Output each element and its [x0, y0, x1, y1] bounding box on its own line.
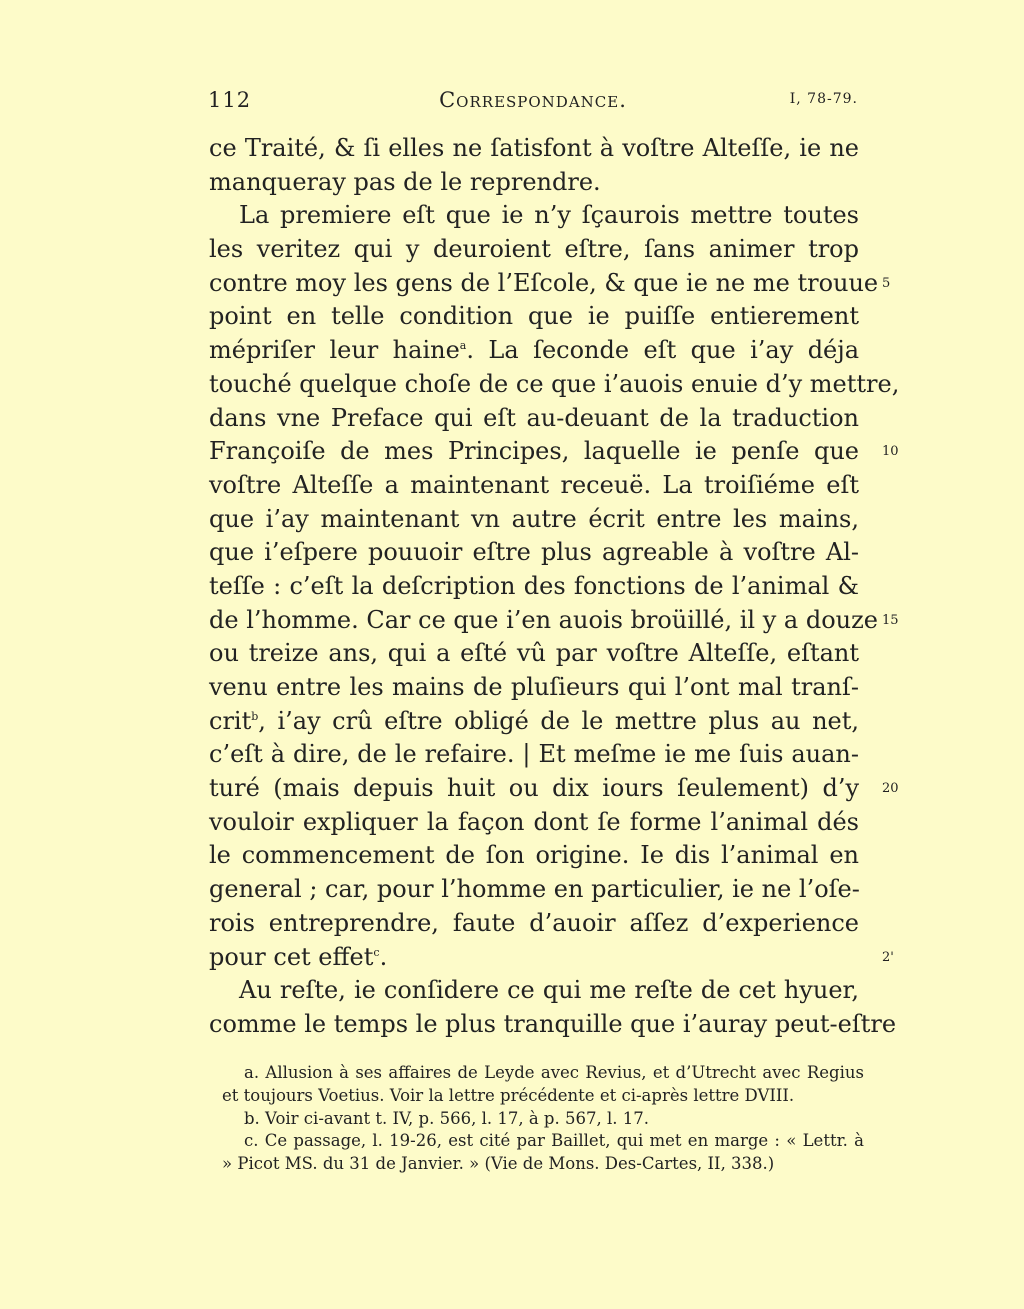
line-text: rois entreprendre, faute d’auoir aſſez d’experience	[209, 908, 859, 937]
line-text: Françoiſe de mes Principes, laquelle ie penſe que	[209, 437, 859, 466]
footnote-line: et toujours Voetius. Voir la lettre précédente et ci-après lettre DVIII.	[222, 1085, 795, 1105]
line-text-continued: . La ſeconde eſt que i’ay déja	[466, 336, 860, 365]
letter-body-text	[209, 132, 900, 1042]
footnote-line: c. Ce passage, l. 19-26, est cité par Baillet, qui met en marge : « Lettr. à	[244, 1131, 864, 1151]
text-line	[209, 233, 859, 267]
text-line	[209, 941, 894, 975]
footnote-line: a. Allusion à ses affaires de Leyde avec Revius, et d’Utrecht avec Regius	[244, 1063, 864, 1082]
text-line	[209, 334, 859, 368]
line-text: vouloir expliquer la façon dont ſe forme l’animal dés	[209, 807, 859, 836]
line-text: La premiere eſt que ie n’y ſçaurois mettre toutes	[239, 201, 859, 230]
text-line	[209, 839, 859, 873]
line-text: Au reſte, ie conſidere ce qui me reſte de cet hyuer,	[239, 976, 859, 1005]
line-text: mépriſer leur haine	[209, 336, 460, 365]
line-range-reference: I, 78-79.	[789, 91, 858, 107]
line-text: touché quelque choſe de ce que i’auois enuie d’y mettre,	[209, 369, 900, 398]
line-text: de l’homme. Car ce que i’en auois broüillé, il y a douze	[209, 605, 878, 634]
line-number: 5	[882, 275, 891, 291]
footnote-line: b. Voir ci-avant t. IV, p. 566, l. 17, à p. 567, l. 17.	[244, 1108, 649, 1128]
line-text: general ; car, pour l’homme en particulier, ie ne l’oſe-	[209, 875, 860, 904]
line-text: voſtre Alteſſe a maintenant receuë. La troiſiéme eſt	[209, 470, 859, 499]
text-line	[209, 503, 859, 537]
text-line	[209, 469, 859, 503]
line-text: les veritez qui y deuroient eſtre, ſans animer trop	[209, 235, 859, 264]
line-number: 10	[882, 444, 899, 460]
text-line	[209, 536, 859, 570]
text-line	[209, 166, 859, 200]
line-text: point en telle condition que ie puiſſe entierement	[209, 302, 859, 331]
text-line	[209, 267, 891, 301]
line-text: teſſe : c’eſt la deſcription des fonctions de l’animal &	[209, 571, 859, 600]
page-header	[208, 88, 858, 118]
line-number: 15	[882, 612, 899, 628]
line-text: venu entre les mains de pluſieurs qui l’ont mal tranſ-	[209, 673, 859, 701]
text-line	[209, 604, 899, 638]
footnote-marker: a	[459, 339, 467, 353]
text-line	[209, 199, 859, 233]
line-text: dans vne Preface qui eſt au-deuant de la traduction	[209, 403, 859, 432]
text-line	[209, 806, 859, 840]
text-line	[209, 435, 899, 469]
text-line	[209, 873, 859, 907]
line-text: que i’ay maintenant vn autre écrit entre les mains,	[209, 504, 859, 533]
line-text: turé (mais depuis huit ou dix iours ſeulement) d’y	[209, 774, 859, 803]
line-text: ce Traité, & ſi elles ne ſatisfont à voſtre Alteſſe, ie ne	[209, 134, 859, 162]
text-line	[209, 772, 899, 806]
line-text: manqueray pas de le reprendre.	[209, 167, 601, 196]
line-number: 20	[882, 781, 899, 797]
line-number: 2'	[882, 949, 894, 965]
page-number: 112	[208, 88, 252, 112]
text-line	[209, 402, 859, 436]
running-title: Correspondance.	[439, 88, 627, 112]
line-text: crit	[209, 706, 252, 735]
text-line	[209, 974, 859, 1008]
line-text: ou treize ans, qui a eſté vû par voſtre Alteſſe, eſtant	[209, 639, 859, 668]
line-text: que i’eſpere pouuoir eſtre plus agreable à voſtre Al-	[209, 538, 859, 567]
text-line	[209, 738, 859, 772]
text-line	[209, 300, 859, 334]
text-line	[209, 705, 859, 739]
line-text: c’eſt à dire, de le refaire. | Et meſme ie me ſuis auan-	[209, 740, 859, 769]
line-text: le commencement de ſon origine. Ie dis l’animal en	[209, 841, 859, 870]
footnote-marker: b	[251, 709, 259, 723]
text-line	[209, 132, 859, 166]
text-line	[209, 671, 859, 705]
footnote-marker: c	[373, 945, 380, 959]
line-text: comme le temps le plus tranquille que i’auray peut-eſtre	[209, 1009, 897, 1038]
footnote-line: » Picot MS. du 31 de Janvier. » (Vie de Mons. Des-Cartes, II, 338.)	[222, 1154, 775, 1174]
line-text: pour cet effet	[209, 942, 374, 971]
text-line	[209, 637, 859, 671]
text-line	[209, 1008, 897, 1042]
line-text: contre moy les gens de l’Eſcole, & que ie ne me trouue	[209, 268, 879, 297]
text-line	[209, 907, 859, 941]
text-line	[209, 570, 859, 604]
text-line	[209, 368, 900, 402]
line-text-continued: .	[379, 942, 388, 971]
footnotes	[222, 1062, 864, 1176]
line-text-continued: , i’ay crû eſtre obligé de le mettre plus au net,	[258, 706, 859, 735]
